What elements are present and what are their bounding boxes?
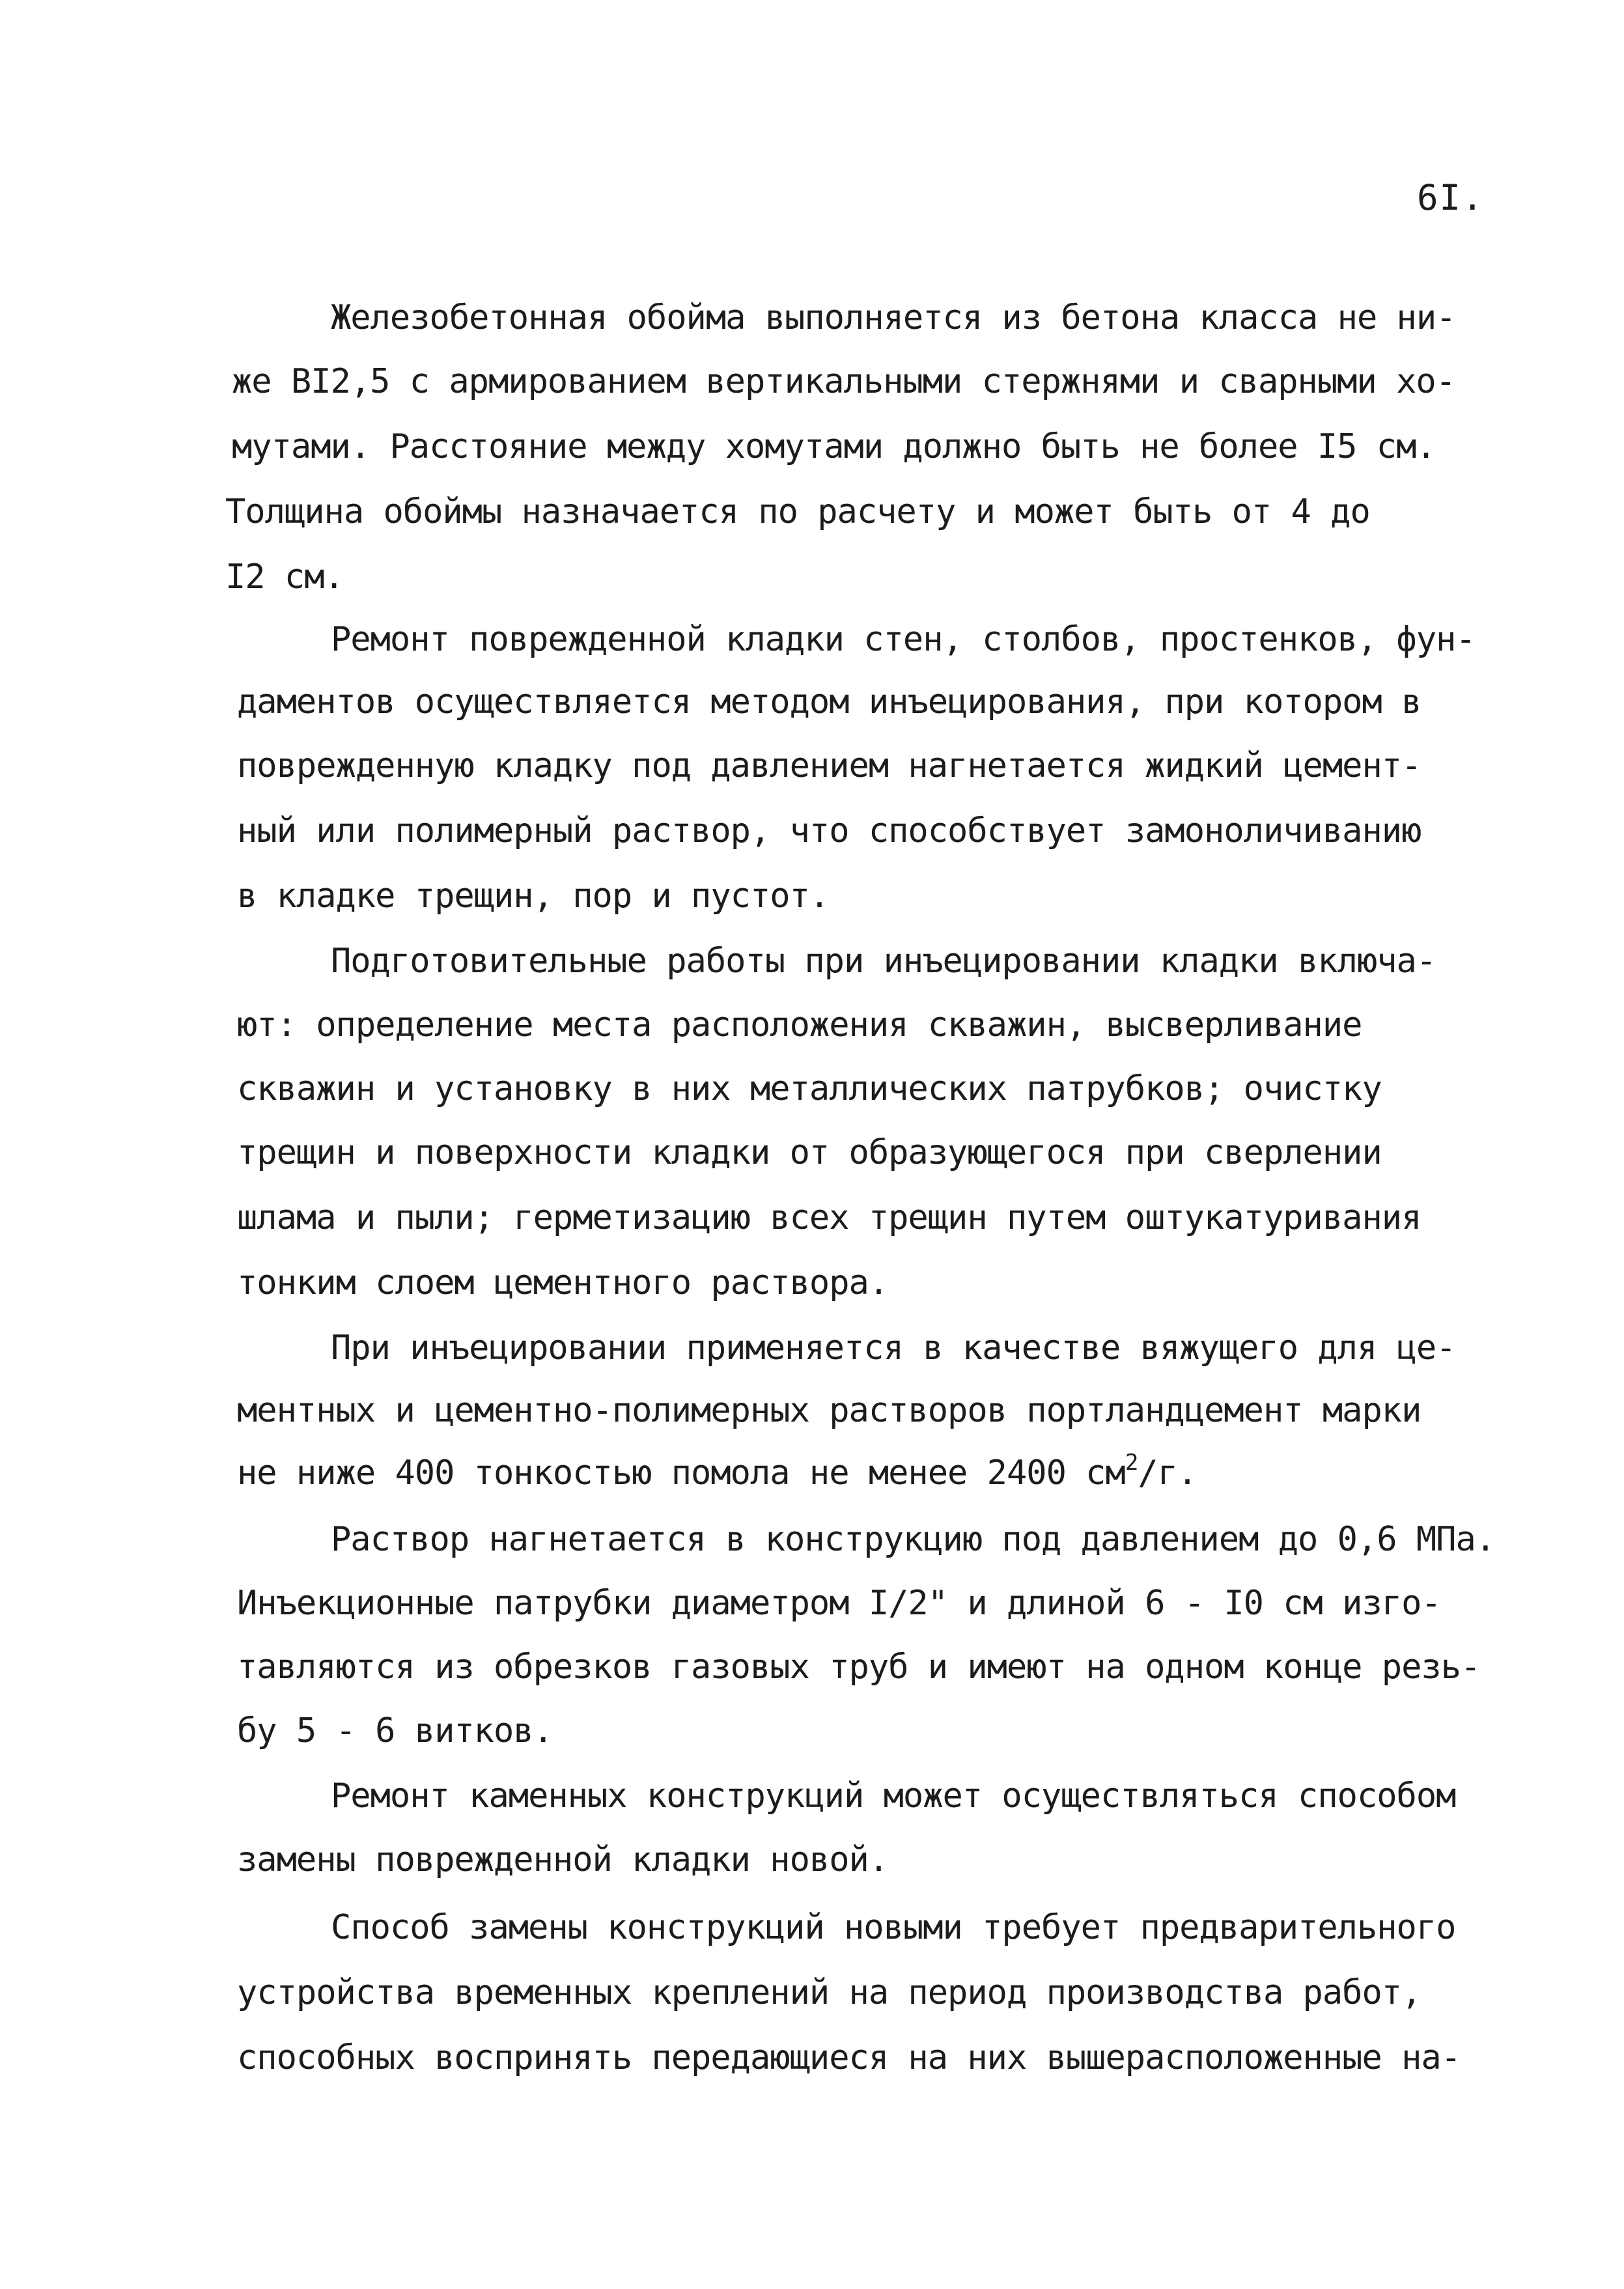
text-line: скважин и установку в них металлических патрубков; очистку [237,1069,1382,1108]
text-line: трещин и поверхности кладки от образующегося при сверлении [237,1133,1382,1172]
text-line: способных воспринять передающиеся на них вышерасположенные на- [237,2038,1461,2077]
text-line: Раствор нагнетается в конструкцию под давлением до 0,6 МПа. [331,1520,1496,1559]
text-line: тонким слоем цементного раствора. [237,1263,889,1302]
text-line: I2 см. [225,557,344,597]
text-line: ный или полимерный раствор, что способствует замоноличиванию [237,811,1421,850]
text-line-main: не ниже 400 тонкостью помола не менее 2400 см [237,1453,1125,1493]
text-line: Ремонт каменных конструкций может осуществляться способом [331,1776,1456,1816]
text-line: бу 5 - 6 витков. [237,1711,553,1750]
text-line: тавляются из обрезков газовых труб и имеют на одном конце резь- [237,1648,1481,1687]
text-line-tail: /г. [1138,1453,1197,1493]
text-line: же BI2,5 с армированием вертикальными стержнями и сварными хо- [232,362,1456,401]
text-line: Толщина обоймы назначается по расчету и может быть от 4 до [225,492,1370,531]
text-line: Способ замены конструкций новыми требует предварительного [331,1908,1456,1947]
text-line [237,1450,1197,1493]
text-line: Инъекционные патрубки диаметром I/2" и длиной 6 - I0 см изго- [237,1584,1441,1623]
text-line: При инъецировании применяется в качестве вяжущего для це- [331,1328,1456,1368]
text-line: устройства временных креплений на период производства работ, [237,1973,1421,2012]
text-line: Железобетонная обойма выполняется из бетона класса не ни- [331,298,1456,337]
text-line: Ремонт поврежденной кладки стен, столбов, простенков, фун- [331,620,1476,659]
text-line: мутами. Расстояние между хомутами должно быть не более I5 см. [232,427,1436,466]
text-line: замены поврежденной кладки новой. [237,1840,889,1879]
page-number: 6I. [1417,177,1485,218]
text-line: ментных и цементно-полимерных растворов портландцемент марки [237,1391,1421,1430]
superscript-exponent: 2 [1125,1450,1138,1476]
text-line: даментов осуществляется методом инъецирования, при котором в [237,682,1421,722]
text-line: поврежденную кладку под давлением нагнетается жидкий цемент- [237,746,1421,785]
text-line: Подготовительные работы при инъецировании кладки включа- [331,942,1436,981]
text-line: шлама и пыли; герметизацию всех трещин путем оштукатуривания [237,1198,1421,1237]
text-line: ют: определение места расположения скважин, высверливание [237,1005,1362,1045]
text-line: в кладке трещин, пор и пустот. [237,877,830,916]
